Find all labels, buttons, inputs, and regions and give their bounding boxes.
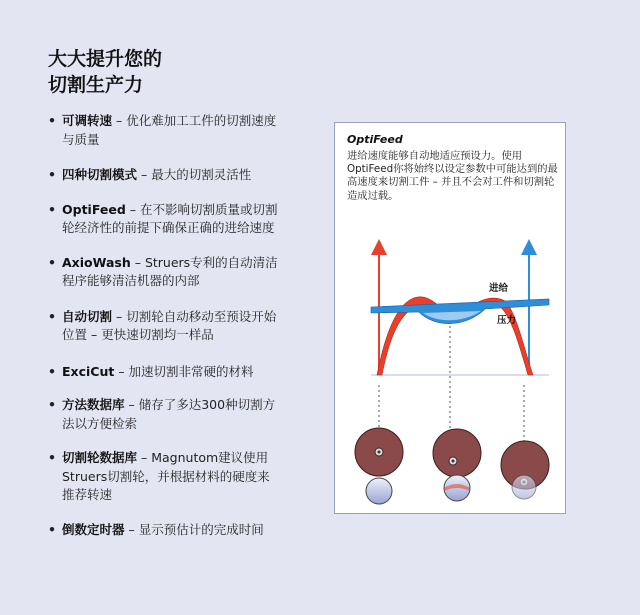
feature-term: 可调转速 (62, 113, 113, 128)
page-heading (48, 46, 162, 98)
feature-separator: – (124, 521, 139, 537)
heading-line-1: 大大提升您的 (48, 48, 163, 70)
feature-term: OptiFeed (62, 201, 126, 217)
feature-description: 加速切割非常硬的材料 (128, 363, 254, 379)
feature-description: 储存了多达300种切割方法以方便检索 (62, 397, 276, 431)
feature-separator: – (112, 113, 127, 128)
feed-label: 进给 (489, 283, 509, 294)
feature-separator: – (137, 450, 152, 465)
feature-item (48, 396, 280, 433)
feature-description: 显示预估计的完成时间 (138, 521, 264, 537)
feature-separator: – (137, 167, 152, 182)
feature-description: 优化难加工工件的切割速度与质量 (62, 113, 277, 147)
feature-item (48, 201, 280, 238)
cutting-wheel-middle (433, 429, 481, 477)
feature-item (48, 363, 280, 382)
cutting-wheel-start (355, 428, 403, 476)
feature-term: ExciCut (62, 363, 115, 379)
workpiece-end (512, 475, 536, 499)
feature-term: 倒数定时器 (62, 521, 125, 537)
feature-item (48, 254, 280, 291)
feature-item (48, 308, 280, 345)
feature-term: 四种切割模式 (62, 167, 138, 182)
feature-separator: – (125, 201, 140, 217)
feature-list (48, 112, 280, 539)
panel-title: OptiFeed (347, 133, 403, 146)
feature-description: 最大的切割灵活性 (151, 167, 252, 182)
feature-separator: – (124, 397, 139, 412)
feature-description: 在不影响切割质量或切割轮经济性的前提下确保正确的进给速度 (62, 201, 278, 235)
feature-description: Magnutom建议使用Struers切割轮，并根据材料的硬度来推荐转速 (62, 450, 270, 502)
feature-term: AxioWash (62, 254, 131, 270)
force-label: 压力 (497, 315, 517, 326)
feature-term: 切割轮数据库 (62, 450, 138, 465)
optifeed-panel (334, 122, 566, 514)
feature-item (48, 166, 280, 185)
feature-separator: – (130, 254, 145, 270)
optifeed-diagram (335, 123, 567, 515)
workpiece-middle (444, 475, 470, 501)
feature-description: Struers专利的自动清洁程序能够清洁机器的内部 (62, 254, 278, 288)
workpiece-start (366, 478, 392, 504)
heading-line-2: 切割生产力 (48, 74, 144, 96)
feature-separator: – (112, 308, 127, 324)
feature-description: 切割轮自动移动至预设开始位置 – 更快速切割均一样品 (62, 308, 277, 342)
feature-separator: – (114, 363, 129, 379)
feature-item (48, 521, 280, 540)
feature-term: 自动切割 (62, 308, 113, 324)
panel-description: 进给速度能够自动地适应预设力。使用OptiFeed你将始终以设定参数中可能达到的最高速度来切割工件 – 并且不会对工件和切割轮造成过载。 (347, 150, 558, 202)
feature-item (48, 449, 280, 505)
feature-item (48, 112, 280, 149)
feature-term: 方法数据库 (62, 397, 125, 412)
